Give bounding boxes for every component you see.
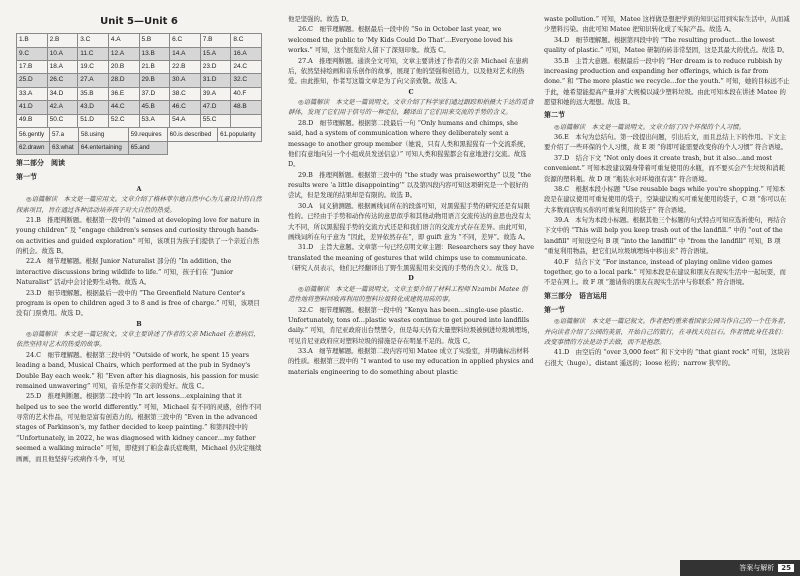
answer-row — [17, 141, 262, 154]
answer-cell: 65.and — [128, 141, 167, 154]
answer-cell: 64.entertaining — [78, 141, 128, 154]
answer-cell: 53.A — [139, 114, 170, 127]
section-heading: 第二节 — [544, 111, 565, 120]
answer-cell: 17.B — [17, 60, 48, 73]
answer-cell: 1.B — [17, 34, 48, 47]
answer-cell: 47.D — [200, 101, 231, 114]
answer-row — [17, 87, 262, 100]
column-right — [544, 14, 790, 368]
answer-cell: 35.B — [78, 87, 109, 100]
page-number: 25 — [778, 564, 794, 572]
answer-cell: 12.A — [108, 47, 139, 60]
answer-cell: 56.gently — [17, 128, 50, 141]
passage-letter: C — [408, 87, 414, 96]
answer-explanation: 35.B 主旨大意题。根据最后一段中的 “Her dream is to reduce rubbish by increasing production and expanding her offerings, which is far from done.” 和 “The more plastic we recycle…for the youth.” 可知，她的目标远不止于此，她希望能提高产量并扩大规模以减少塑料垃圾。由此可知本段在讲述 Matee 的愿望和她的远大理想。故选 B。 — [544, 56, 790, 106]
answer-cell: 21.B — [139, 60, 170, 73]
answer-explanation: 31.D 主旨大意题。文章第一句已经点明文章主题：Researchers say they have translated the meaning of gestures that wild chimps use to communicate.（研究人员表示，他们已经翻译出了野生黑猩猩用来交流的手势的含义）。故选 D。 — [288, 243, 535, 272]
answer-cell: 14.A — [170, 47, 201, 60]
answer-explanation: 28.D 细节理解题。根据第二段最后一句 “Only humans and chimps, she said, had a system of communication where they deliberately sent a message to another group member（她说，只有人类和黑猩猩有一个交流系统，他们有意地向另一个小组成员发送信息）” 可知人类和猩猩都会有意地进行交流。故选 D。 — [288, 118, 530, 169]
answer-row — [17, 60, 262, 73]
answer-cell: 45.B — [139, 101, 170, 114]
answer-cell: 10.A — [47, 47, 78, 60]
column-middle — [288, 14, 534, 377]
answer-cell: 7.B — [200, 34, 231, 47]
answer-continuation: waste pollution.” 可知，Matee 这样做是想把学到的知识运用到实际生活中，从而减少塑料污染。由此可知 Matee 把知识转化成了实际产品。故选 A。 — [544, 15, 790, 34]
answer-explanation: 24.C 细节理解题。根据第三段中的 “Outside of work, he spent 15 years leading a band, Musical Chairs, which performed at the pub in Sydney's Double Bay each week.” 和 “Even after his diagnosis, his passion for music remained unwavering” 可知，音乐是作者父亲的爱好。故选 C。 — [16, 350, 259, 390]
answer-table — [16, 33, 262, 128]
answer-cell: 48.B — [231, 101, 262, 114]
answer-explanation: 38.C 根据本段小标题 “Use reusable bags while you're shopping.” 可知本段是在建议使用可重复使用的袋子，空缺建议购买可重复使用的袋子，C 项 “你可以在大多数商店购买你的可重复利用的袋子” 符合语境。 — [544, 184, 787, 214]
answer-explanation: 41.D 由空后的 “over 3,000 feet” 和下文中的 “that giant rock” 可知，这块岩石很大（huge）。distant 遥远的；loose 松的；narrow 狭窄的。 — [544, 348, 790, 367]
answer-explanation: 21.B 推理判断题。根据第一段中的 “aimed at developing love for nature in young children” 及 “engage children's senses and curiosity through hands-on activities and guided exploration” 可知，该项目为孩子们提供了一个亲近自然的机会。故选 B。 — [16, 215, 260, 256]
answer-cell: 28.D — [108, 74, 139, 87]
answer-explanation: 34.D 细节理解题。根据第四段中的 “The resulting product…the lowest quality of plastic.” 可知，Matee 研制的砖非常坚固，这是其最大的优点。故选 D。 — [544, 35, 789, 55]
answer-cell: 50.C — [47, 114, 78, 127]
answer-cell: 33.A — [17, 87, 48, 100]
answer-cell: 36.E — [108, 87, 139, 100]
answer-cell: 41.D — [17, 101, 48, 114]
answer-cell: 57.a — [50, 128, 79, 141]
answer-cell: 39.A — [200, 87, 231, 100]
answer-cell: 3.C — [78, 34, 109, 47]
passage-letter: D — [408, 274, 414, 283]
part-heading: 第三部分 语言运用 — [544, 291, 607, 300]
answer-cell: 38.C — [170, 87, 201, 100]
section-heading: 第一节 — [544, 306, 565, 315]
answer-cell: 49.B — [17, 114, 48, 127]
unit-title: Unit 5—Unit 6 — [100, 16, 178, 27]
footer-label: 答案与解析 — [739, 564, 775, 572]
answer-cell: 24.C — [231, 60, 262, 73]
answer-cell: 60.is described — [167, 128, 218, 141]
answer-cell: 46.C — [170, 101, 201, 114]
answer-explanation: 30.A 词义猜测题。根据画线词所在的段落可知，对黑猩猩手势的研究还是有局限性的。已经由于手势和动作传达的意思似乎和其他动物用语言交流传达的意思也没有太大不同，所以黑猩猩手势的交流方式还是和我们语言的交流方式存在差异。由此可知，画线词所在句子意为 “因此，差异依然存在”，即 guift 意为 “不同，差异”。故选 A。 — [288, 201, 531, 241]
answer-cell: 51.D — [78, 114, 109, 127]
answer-cell: 40.F — [231, 87, 262, 100]
answer-cell: 63.what — [50, 141, 79, 154]
passage-guide: ◎语篇解读 本文是一篇记叙文。文章主要讲述了作者的父亲 Michael 在患病后，依然坚持对艺术的热爱的故事。 — [16, 330, 260, 349]
answer-cell: 61.popularity — [218, 128, 262, 141]
answer-explanation: 33.A 细节理解题。根据第二段内容可知 Matee 成立了实验室，并明确标出材料的性质。根据第三段中的 “I wanted to use my education in applied physics and materials engineering to do something about plastic — [288, 347, 534, 376]
answer-cell: 34.D — [47, 87, 78, 100]
passage-guide: ◎语篇解读 本文是一篇记叙文。作者把约重来看国家公园当作自己的一个任务者，并向读者介绍了公园的美景，开始自己的旅行，在寻找天坑巨石。作者情此身任我们：改变事情的方法是动手去做，而不是抱怨。 — [544, 317, 790, 347]
answer-cell: 22.B — [170, 60, 201, 73]
answer-row — [17, 34, 262, 47]
passage-guide: ◎语篇解读 本文是一篇说明文。文章主要介绍了材料工程师 Nzambi Matee 创造性地将塑料回收再利用的塑料垃圾转化成建筑用砖的事。 — [288, 284, 528, 304]
answer-row — [17, 74, 262, 87]
answer-explanation: 39.A 本句为本段小标题。根据其他三个标题的句式特点可知应选祈使句，再结合下文中的 “This will help you keep trash out of the landfill.” 中的 “out of the landfill” 可知设空句 B 项 “into the landfill” 中 “from the landfill” 可知，B 项 “重复利用物品，把它们从垃圾填埋场中移出来” 符合语境。 — [544, 216, 787, 256]
passage-letter: A — [136, 184, 142, 193]
passage-guide: ◎语篇解读 本文是一篇说明文。文章介绍了科学家们通过跟踪和拍摄大千达的觅食群体，发现了它们用于信号的一种定位，翻译出了它们用来交流的手势的含义。 — [288, 98, 534, 117]
answer-cell: 37.D — [139, 87, 170, 100]
passage-letter: B — [136, 319, 142, 328]
column-left — [16, 14, 262, 464]
answer-cell — [231, 114, 262, 127]
answer-row — [17, 114, 262, 127]
answer-cell: 8.C — [231, 34, 262, 47]
answer-cell: 4.A — [108, 34, 139, 47]
answer-cell: 23.D — [200, 60, 231, 73]
answer-cell: 16.A — [231, 47, 262, 60]
answer-cell: 9.C — [17, 47, 48, 60]
answer-row — [17, 47, 262, 60]
answer-cell: 44.C — [108, 101, 139, 114]
passage-guide: ◎语篇解读 本文是一篇应用文。文章介绍了格林菲尔德自然中心为儿童设计的自然探索项目，旨在通过各种活动培养孩子对大自然的热爱。 — [16, 195, 262, 214]
answer-cell: 55.C — [200, 114, 231, 127]
answer-explanation: 26.C 细节理解题。根据最后一段中的 “So in October last year, we welcomed the public to ‘My Kids Could Do That’…Everyone loved his works.” 可知，这个展览给人留下了深刻印象。故选 C。 — [288, 25, 513, 55]
answer-cell: 6.C — [170, 34, 201, 47]
answer-row — [17, 128, 262, 141]
answer-cell: 43.D — [78, 101, 109, 114]
answer-cell: 62.drawn — [17, 141, 50, 154]
answer-cell: 54.A — [170, 114, 201, 127]
answer-cell: 25.D — [17, 74, 48, 87]
answer-cell: 11.C — [78, 47, 109, 60]
answer-explanation: 36.E 本句为总结句。第一段提出问题，引出后文，而且总结上下的作用。下文主要介绍了一些环保的个人习惯，故 E 项 “你即可能需要改变你的个人习惯” 符合语境。 — [544, 133, 787, 152]
answer-cell: 32.C — [231, 74, 262, 87]
answer-cell: 30.A — [170, 74, 201, 87]
answer-cell: 58.using — [78, 128, 128, 141]
answer-cell: 59.requires — [128, 128, 167, 141]
page-footer — [680, 560, 800, 576]
answer-continuation: 他是坚强的。故选 D。 — [288, 15, 353, 23]
answer-explanation: 22.A 细节理解题。根据 Junior Naturalist 部分的 “In addition, the interactive discussions bring wildlife to life.” 可知，孩子们在 “Junior Naturalist” 活动中会讨论野生动物。故选 A。 — [16, 257, 234, 287]
answer-cell: 27.A — [78, 74, 109, 87]
answer-cell: 5.B — [139, 34, 170, 47]
answer-cell: 19.C — [78, 60, 109, 73]
answer-cell: 26.C — [47, 74, 78, 87]
section-heading: 第一节 — [16, 173, 37, 182]
answer-explanation: 37.D 结合下文 “Not only does it create trash, but it also…and most convenient.” 可知本段建议隔身带着可重复使用的水瓶，而不要买会产生垃圾和消耗资源的塑料瓶。故 D 项 “瓶装水对环境很有害” 符合语境。 — [544, 153, 785, 183]
answer-cell: 42.A — [47, 101, 78, 114]
answer-cell: 2.B — [47, 34, 78, 47]
answer-cell: 18.A — [47, 60, 78, 73]
answer-cell: 13.B — [139, 47, 170, 60]
answer-explanation: 40.F 结合下文 “For instance, instead of playing online video games together, go to a local park.” 可知本段是在建议和朋友在现实生活中一起玩耍，而不是在网上。故 F 项 “邀请你的朋友在现实生活中与你联系” 符合语境。 — [544, 257, 786, 287]
passage-guide: ◎语篇解读 本文是一篇说明文。文章介绍了四个环保的个人习惯。 — [554, 122, 745, 131]
answer-explanation: 32.C 细节理解题。根据第一段中的 “Kenya has been…single-use plastic. Unfortunately, tons of…plastic wastes continue to get poured into landfills daily.” 可知，肯尼亚政府出台禁塑令，但是每天仍有大量塑料垃圾被倒进垃圾填埋场，可见肯尼亚政府应对塑料垃圾的措施是存在明显不足的。故选 C。 — [288, 305, 534, 345]
answer-cell: 15.A — [200, 47, 231, 60]
answer-cell: 52.C — [108, 114, 139, 127]
answer-cell: 29.B — [139, 74, 170, 87]
answer-cell: 31.D — [200, 74, 231, 87]
answer-row — [17, 101, 262, 114]
answer-cell: 20.B — [108, 60, 139, 73]
answer-explanation: 29.B 推理判断题。根据第三段中的 “the study was praiseworthy” 以及 “the results were ‘a little disappointing’” 以及第四段内容可知这项研究是一个很好的尝试，但是发现的结果却是有限的。故选 B。 — [288, 170, 531, 200]
answer-explanation: 25.D 推理判断题。根据第二段中的 “In art lessons…explaining that it helped us to see the world differently.” 可知，Michael 有不同的灵感，创作不同寻常的艺术作品，可见他是富有创造力的。根据第三段中的 “Even in the advanced stages of Parkinson's, my father decided to keep painting.” 和第四段中的 “Unfortunately, in 2022, he was diagnosed with kidney cancer…my father seemed a walking miracle” 可知，即使到了帕金森氏症晚期，Michael 仍决定继续画画，而且他坚持与疾病作斗争，可见 — [16, 392, 262, 463]
answer-explanation: 27.A 推理判断题。通读全文可知，文章主要讲述了作者的父亲 Michael 在患病后，依然坚持绘画和音乐创作的故事，展现了他的坚强和创造力，以及他对艺术的热爱。由此推知，作者写这篇文章是为了向父亲致敬。故选 A。 — [288, 56, 529, 86]
part-heading: 第二部分 阅读 — [16, 159, 65, 168]
answer-explanation: 23.D 细节理解题。根据最后一段中的 “The Greenfield Nature Center's program is open to children aged 3 to 8 and is free of charge.” 可知，该项目没有门票费用。故选 D。 — [16, 288, 260, 318]
answer-table-extra — [16, 127, 262, 155]
